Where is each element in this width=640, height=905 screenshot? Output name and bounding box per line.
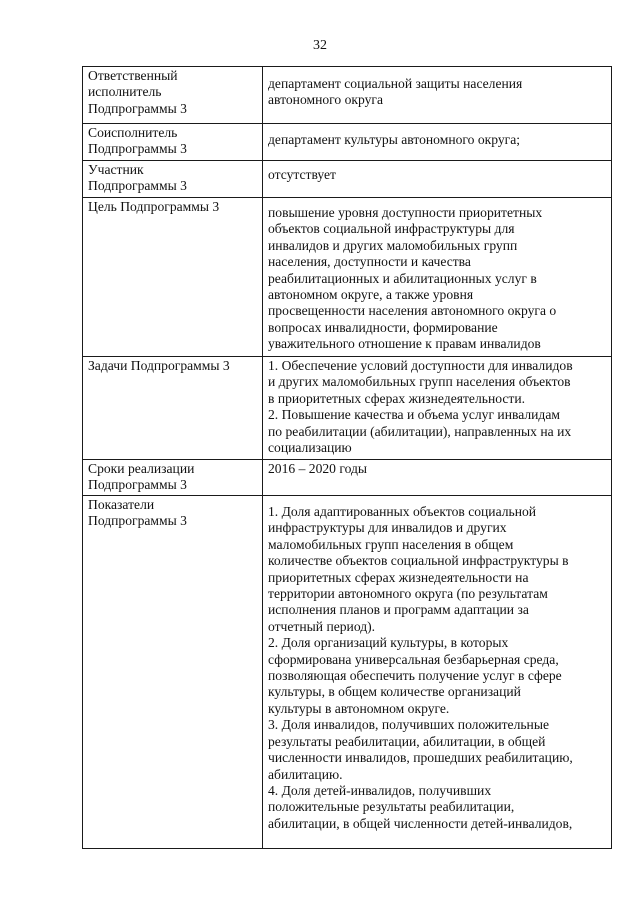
value-line: 4. Доля детей-инвалидов, получивших (268, 782, 492, 798)
value-line: культуры, в общем количестве организаций (268, 684, 521, 700)
value-block (268, 497, 608, 832)
value-line: позволяющая обеспечить получение услуг в сфере (268, 668, 562, 684)
value-line: сформирована универсальная безбарьерная среда, (268, 651, 559, 667)
label-line: Подпрограммы 3 (88, 100, 187, 116)
value-line: в приоритетных сферах жизнедеятельности. (268, 390, 526, 406)
value-cell-participant (263, 161, 612, 198)
value-line: 3. Доля инвалидов, получивших положительные (268, 717, 549, 733)
value-line: приоритетных сферах жизнедеятельности на (268, 569, 529, 585)
value-line: положительные результаты реабилитации, (268, 799, 515, 815)
value-line: инфраструктуры для инвалидов и других (268, 520, 507, 536)
value-block (268, 162, 608, 183)
value-line: результаты реабилитации, абилитации, в общей (268, 733, 546, 749)
label-line: Соисполнитель (88, 125, 178, 140)
label-line: Задачи Подпрограммы 3 (88, 358, 230, 373)
table-row (83, 460, 612, 496)
label-line: Подпрограммы 3 (88, 513, 187, 529)
value-line: департамент социальной защиты населения (268, 76, 523, 91)
label-cell-tasks (83, 357, 263, 460)
table-row (83, 357, 612, 460)
value-line: количестве объектов социальной инфраструктуры в (268, 553, 569, 569)
value-block (268, 358, 608, 456)
value-line: 2. Повышение качества и объема услуг инвалидам (268, 407, 560, 423)
value-line: населения, доступности и качества (268, 254, 471, 270)
value-block (268, 461, 608, 477)
value-cell-responsible-executor (263, 67, 612, 124)
label-cell-goal (83, 198, 263, 357)
value-cell-indicators (263, 496, 612, 849)
value-line: объектов социальной инфраструктуры для (268, 221, 515, 237)
value-line: численности инвалидов, прошедших реабилитацию, (268, 750, 573, 766)
table-row (83, 124, 612, 161)
table-row (83, 67, 612, 124)
page-number: 32 (313, 38, 327, 53)
value-line: 2. Доля организаций культуры, в которых (268, 635, 509, 651)
value-cell-timeframe (263, 460, 612, 496)
value-line: уважительного отношение к правам инвалидов (268, 336, 541, 352)
table-row (83, 161, 612, 198)
value-line: социализацию (268, 440, 352, 456)
value-line: культуры в автономном округе. (268, 700, 450, 716)
value-block (268, 199, 608, 353)
value-line: исполнения планов и программ адаптации за (268, 602, 529, 618)
label-line: Участник (88, 162, 144, 177)
label-line: Подпрограммы 3 (88, 477, 187, 493)
label-cell-indicators (83, 496, 263, 849)
value-line: абилитацию. (268, 766, 343, 782)
value-line: по реабилитации (абилитации), направленных на их (268, 423, 572, 439)
value-block (268, 68, 608, 109)
value-line: отчетный период). (268, 618, 376, 634)
label-line: исполнитель (88, 84, 162, 100)
label-line: Показатели (88, 497, 155, 512)
value-line: автономном округе, а также уровня (268, 287, 474, 303)
table-row (83, 198, 612, 357)
value-line: автономного округа (268, 92, 384, 108)
value-line: инвалидов и других маломобильных групп (268, 237, 518, 253)
label-line: Цель Подпрограммы 3 (88, 199, 220, 214)
value-line: и других маломобильных групп населения объектов (268, 374, 571, 390)
value-line: территории автономного округа (по результатам (268, 586, 548, 602)
value-block (268, 125, 608, 148)
label-line: Подпрограммы 3 (88, 178, 187, 194)
value-line: отсутствует (268, 167, 337, 182)
table-row (83, 496, 612, 849)
value-line: 1. Обеспечение условий доступности для инвалидов (268, 358, 573, 373)
value-line: департамент культуры автономного округа; (268, 132, 521, 147)
label-line: Подпрограммы 3 (88, 141, 187, 157)
value-line: повышение уровня доступности приоритетных (268, 205, 543, 220)
passport-table (82, 66, 612, 849)
label-line: Ответственный (88, 68, 178, 83)
value-line: абилитации, в общей численности детей-инвалидов, (268, 815, 573, 831)
value-cell-goal (263, 198, 612, 357)
label-cell-co-executor (83, 124, 263, 161)
label-cell-timeframe (83, 460, 263, 496)
label-cell-responsible-executor (83, 67, 263, 124)
value-line: 1. Доля адаптированных объектов социальной (268, 504, 537, 519)
value-line: просвещенности населения автономного округа о (268, 303, 557, 319)
value-line: реабилитационных и абилитационных услуг в (268, 270, 537, 286)
label-line: Сроки реализации (88, 461, 195, 476)
value-cell-co-executor (263, 124, 612, 161)
value-line: маломобильных групп населения в общем (268, 536, 514, 552)
label-cell-participant (83, 161, 263, 198)
value-line: вопросах инвалидности, формирование (268, 319, 498, 335)
value-line: 2016 – 2020 годы (268, 461, 368, 476)
value-cell-tasks (263, 357, 612, 460)
